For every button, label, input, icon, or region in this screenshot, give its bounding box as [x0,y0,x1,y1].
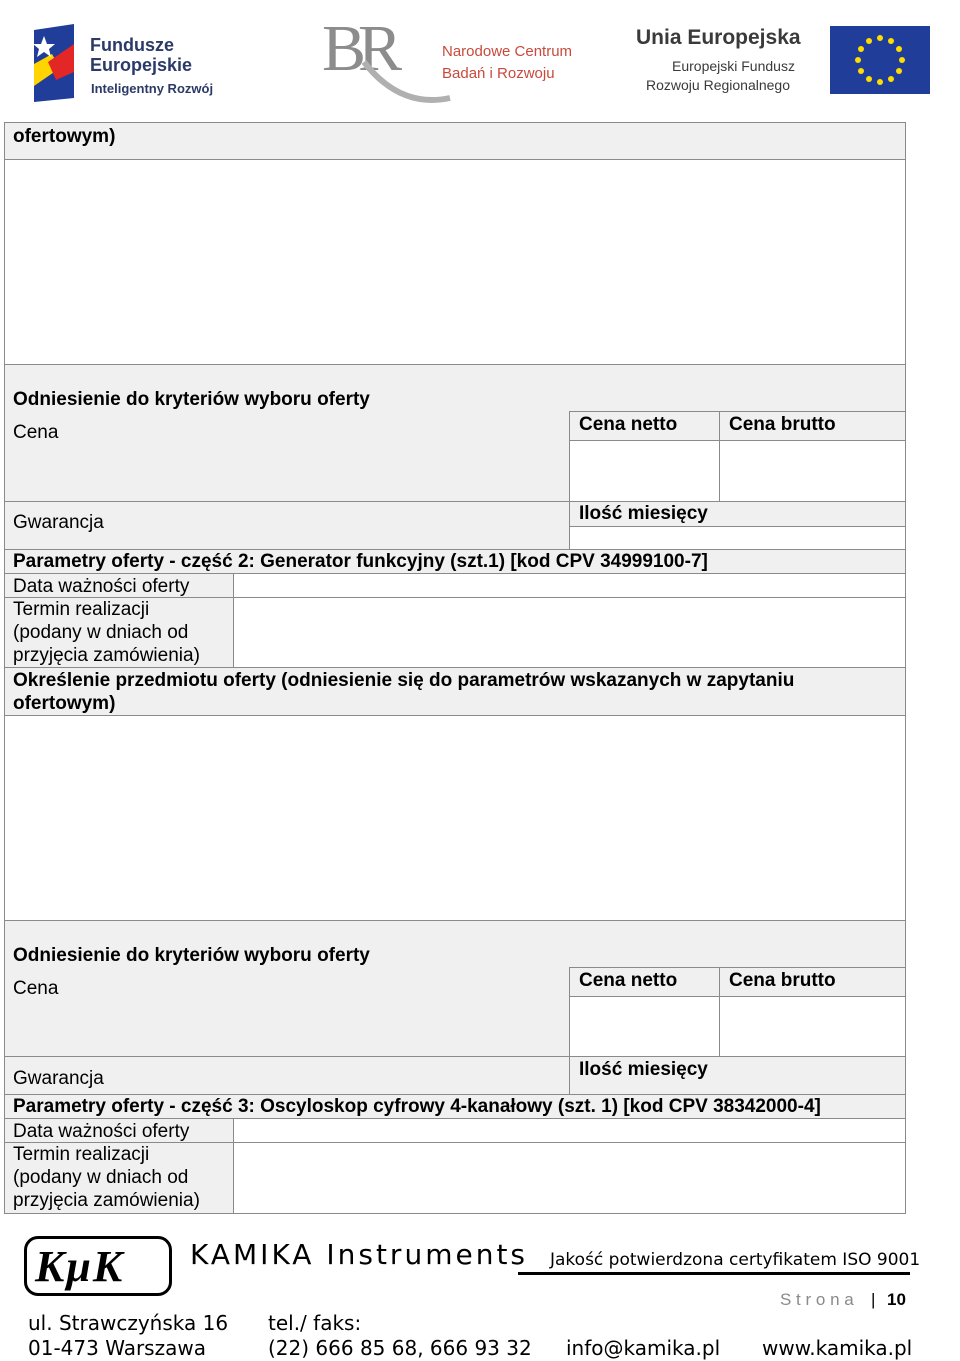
tel-numbers: (22) 666 85 68, 666 93 32 [268,1336,532,1360]
unia-europejska-logo [632,22,932,98]
part2-validity-input[interactable] [233,573,906,598]
part2-desc-line2: ofertowym) [13,693,116,714]
part3-title: Parametry oferty - część 3: Oscyloskop cyfrowy 4-kanałowy (szt. 1) [kod CPV 38342000-4] [13,1096,821,1117]
website-link[interactable]: www.kamika.pl [762,1336,913,1360]
page-number: 10 [887,1290,906,1309]
quality-statement: Jakość potwierdzona certyfikatem ISO 9001 [550,1250,921,1270]
gross-price-input-2[interactable] [719,996,906,1057]
part2-term-line1: Termin realizacji [13,599,150,620]
months-input-1[interactable] [569,526,906,550]
offer-description-header [4,122,906,160]
part2-desc-field[interactable] [4,715,906,921]
net-price-input-2[interactable] [569,996,720,1057]
criteria-title-1: Odniesienie do kryteriów wyboru oferty [13,389,370,410]
criteria-title-2: Odniesienie do kryteriów wyboru oferty [13,945,370,966]
warranty-label-2: Gwarancja [13,1068,104,1089]
net-price-label-2: Cena netto [579,970,678,991]
part3-term-line1: Termin realizacji [13,1144,150,1165]
fundusze-europejskie-emblem-icon [30,24,78,102]
eu-logo-line3: Rozwoju Regionalnego [646,77,790,93]
part2-term-line3: przyjęcia zamówienia) [13,645,200,666]
ncbr-mark: BR [322,12,395,85]
ncbr-line1: Narodowe Centrum [442,43,573,60]
eu-flag-icon [830,26,930,94]
eu-logo-line2: Europejski Fundusz [672,58,795,74]
page-word: S t r o n a [780,1290,854,1309]
fe-logo-line1: Fundusze [90,35,174,55]
address-line1: ul. Strawczyńska 16 [28,1311,229,1335]
page-separator: | [871,1290,876,1309]
part3-term-line2: (podany w dniach od [13,1167,189,1188]
part3-term-line3: przyjęcia zamówienia) [13,1190,200,1211]
tel-label: tel./ faks: [268,1311,362,1335]
fundusze-europejskie-logo [30,20,230,102]
offer-description-field[interactable] [4,159,906,365]
price-label-2: Cena [13,978,59,999]
part3-validity-label: Data ważności oferty [13,1121,190,1142]
fe-logo-line2: Europejskie [90,55,193,75]
price-label-1: Cena [13,422,59,443]
company-name: KAMIKA Instruments [190,1238,529,1271]
gross-price-label-1: Cena brutto [729,414,836,435]
months-label-2: Ilość miesięcy [579,1059,708,1080]
part3-validity-input[interactable] [233,1118,906,1143]
net-price-label-1: Cena netto [579,414,678,435]
gross-price-label-2: Cena brutto [729,970,836,991]
ncbr-logo [322,14,582,106]
fe-logo-line3: Inteligentny Rozwój [91,81,214,96]
email-link[interactable]: info@kamika.pl [566,1336,721,1360]
ncbr-swoosh-icon [362,58,452,106]
ncbr-line2: Badań i Rozwoju [442,65,555,82]
kamika-logo-text: KμK [35,1242,125,1291]
part2-desc-line1: Określenie przedmiotu oferty (odniesienie się do parametrów wskazanych w zapytaniu [13,670,795,691]
kamika-logo [24,1236,172,1296]
net-price-input-1[interactable] [569,440,720,502]
eu-logo-line1: Unia Europejska [636,26,801,49]
months-label-1: Ilość miesięcy [579,503,708,524]
offer-description-tail: ofertowym) [13,126,116,147]
warranty-label-1: Gwarancja [13,512,104,533]
part2-title: Parametry oferty - część 2: Generator funkcyjny (szt.1) [kod CPV 34999100-7] [13,551,708,572]
part2-term-input[interactable] [233,597,906,668]
gross-price-input-1[interactable] [719,440,906,502]
part2-term-line2: (podany w dniach od [13,622,189,643]
footer-rule [518,1272,910,1275]
part3-term-input[interactable] [233,1142,906,1214]
part2-validity-label: Data ważności oferty [13,576,190,597]
address-line2: 01-473 Warszawa [28,1336,206,1360]
